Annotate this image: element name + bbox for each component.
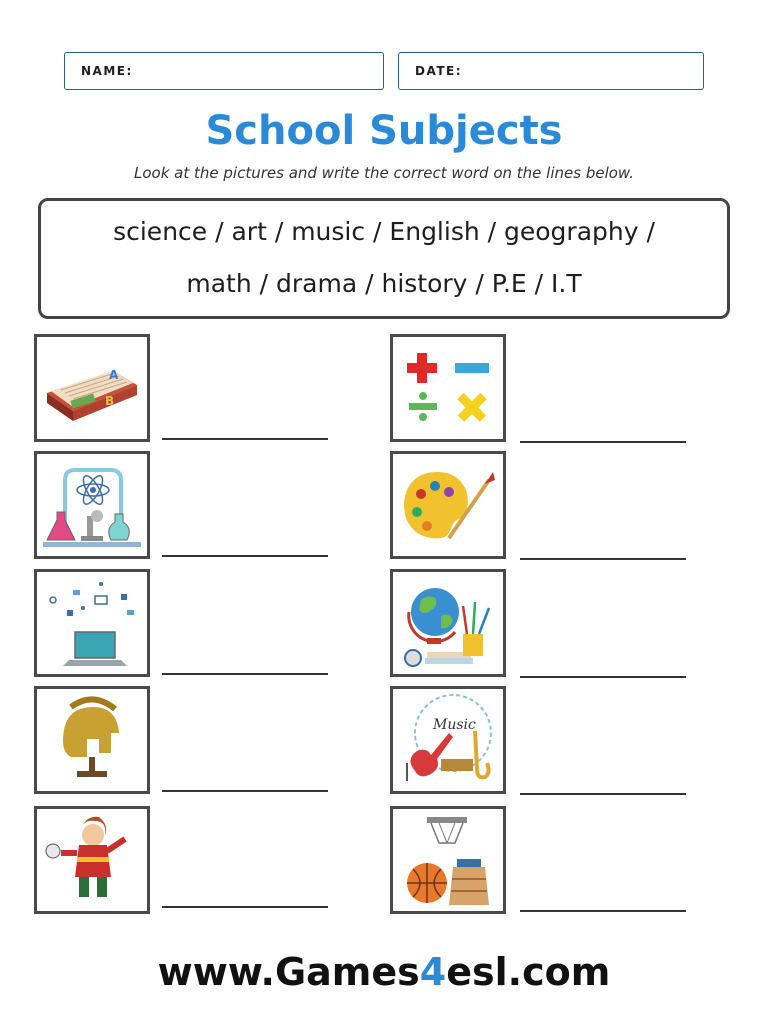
picture-card-pe	[390, 806, 506, 914]
svg-text:A: A	[109, 368, 119, 382]
svg-text:B: B	[105, 394, 115, 408]
drama-actor-icon	[41, 813, 143, 907]
pe-sports-icon	[397, 813, 499, 907]
word-bank-line-1: science / art / music / English / geography /	[113, 217, 655, 246]
music-instruments-icon	[397, 693, 499, 787]
answer-line-10[interactable]	[520, 910, 686, 912]
instructions: Look at the pictures and write the correct word on the lines below.	[134, 164, 634, 182]
math-symbols-icon	[397, 341, 499, 435]
picture-card-drama	[34, 806, 150, 914]
answer-line-2[interactable]	[520, 441, 686, 443]
computer-laptop-icon	[41, 576, 143, 670]
geography-globe-icon	[397, 576, 499, 670]
answer-line-8[interactable]	[520, 793, 686, 795]
picture-card-science	[34, 451, 150, 559]
answer-line-5[interactable]	[162, 673, 328, 675]
answer-line-6[interactable]	[520, 676, 686, 678]
science-lab-icon	[41, 458, 143, 552]
picture-card-music	[390, 686, 506, 794]
answer-line-1[interactable]	[162, 438, 328, 440]
picture-card-geography	[390, 569, 506, 677]
footer-url-prefix: www.Games	[157, 950, 420, 994]
word-bank	[38, 198, 730, 319]
answer-line-4[interactable]	[520, 558, 686, 560]
footer-url-highlight: 4	[419, 950, 447, 994]
picture-card-english	[34, 334, 150, 442]
history-helmet-icon	[41, 693, 143, 787]
picture-card-it	[34, 569, 150, 677]
date-label: DATE:	[415, 64, 462, 78]
word-bank-line-2: math / drama / history / P.E / I.T	[186, 269, 582, 298]
english-book-icon	[41, 341, 143, 435]
picture-card-math	[390, 334, 506, 442]
name-label: NAME:	[81, 64, 133, 78]
footer-url-suffix: esl.com	[446, 950, 611, 994]
date-field[interactable]	[398, 52, 704, 90]
footer-url	[0, 950, 768, 994]
art-palette-icon	[397, 458, 499, 552]
answer-line-7[interactable]	[162, 790, 328, 792]
picture-card-art	[390, 451, 506, 559]
picture-card-history	[34, 686, 150, 794]
answer-line-3[interactable]	[162, 555, 328, 557]
svg-text:Music: Music	[433, 717, 476, 733]
answer-line-9[interactable]	[162, 906, 328, 908]
page-title: School Subjects	[205, 108, 563, 154]
name-field[interactable]	[64, 52, 384, 90]
